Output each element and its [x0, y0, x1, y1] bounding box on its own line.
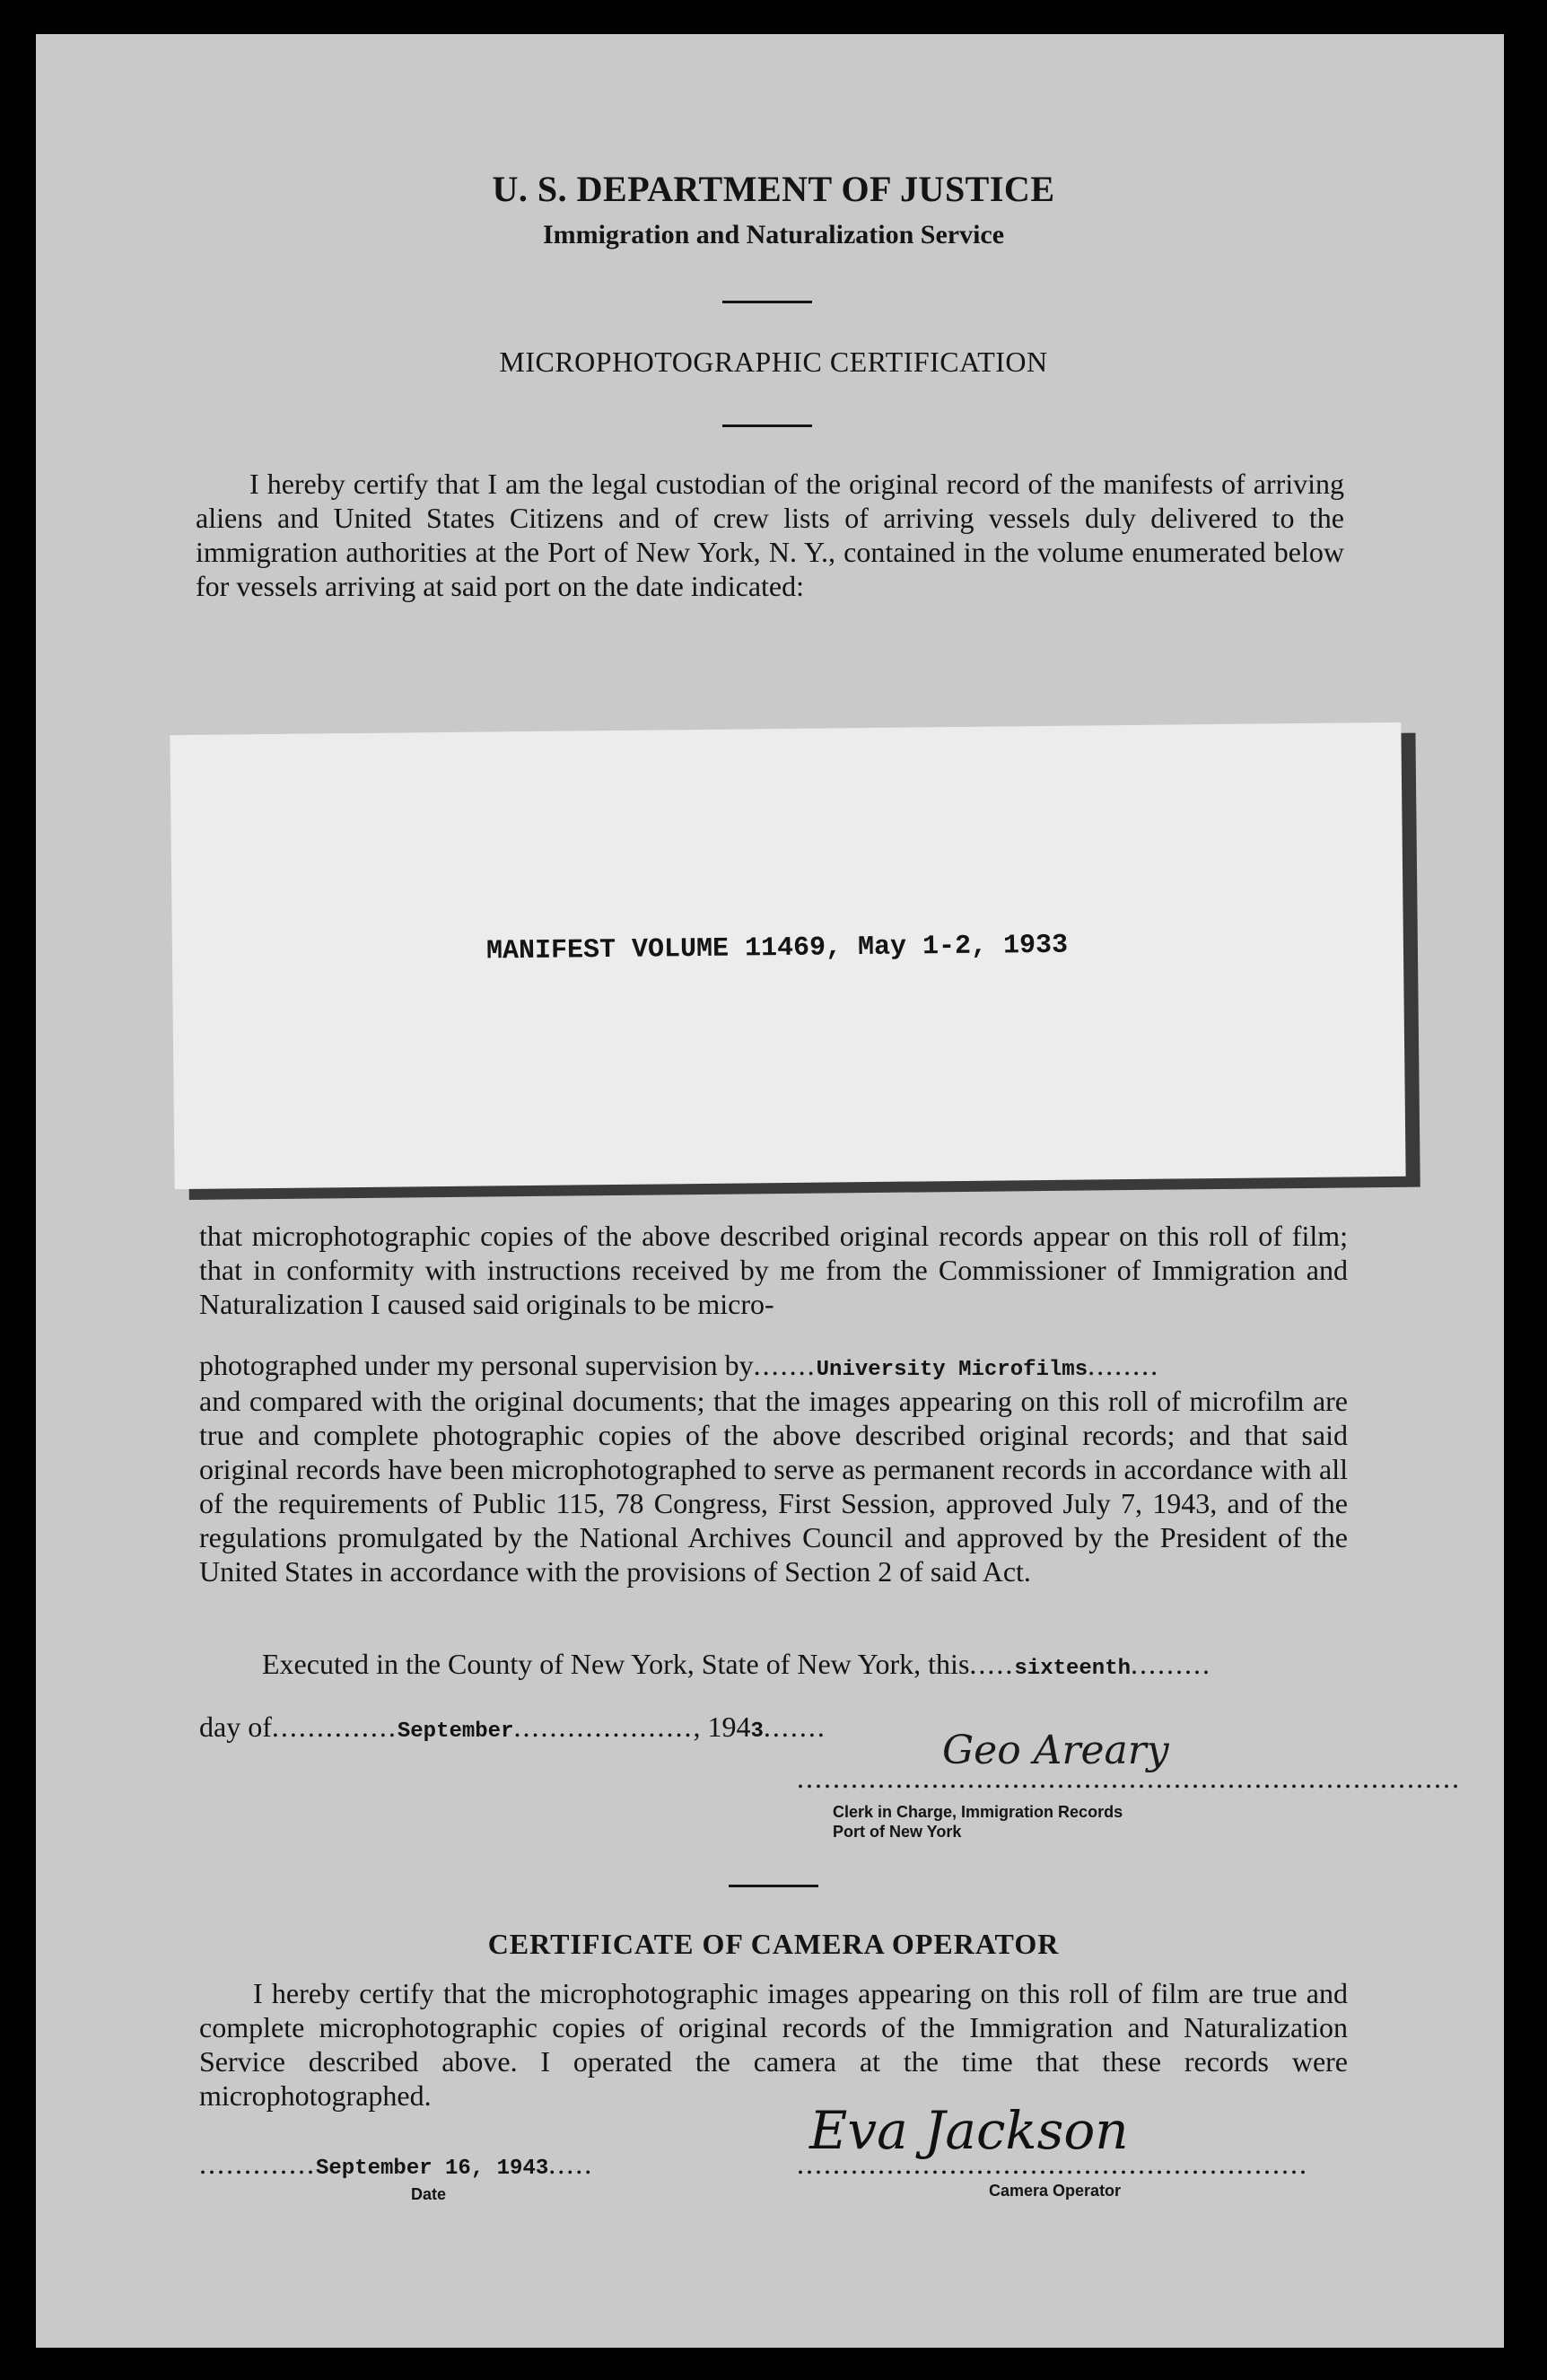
department-title: U. S. DEPARTMENT OF JUSTICE	[492, 169, 1055, 209]
body-paragraph-2: and compared with the original documents; that the images appearing on this roll of microfilm are true and complete photographic copies of the above described original records; and that said original records have been microphotographed to serve as permanent records in accordance with all of the requirements of Public 115, 78 Congress, First Session, approved July 7, 1943, and of the regulations promulgated by the National Archives Council and approved by the President of the United States in accordance with the provisions of Section 2 of said Act.	[199, 1385, 1348, 1588]
dotted-leader: .......	[753, 1349, 817, 1381]
photographed-by-prefix: photographed under my personal supervision by	[199, 1349, 754, 1381]
operator-label: Camera Operator	[989, 2182, 1122, 2200]
camera-cert-paragraph: I hereby certify that the microphotographic images appearing on this roll of film are true and complete microphotographic copies of original records of the Immigration and Naturalization Service described above. I operated the camera at the time that these records were microphotographed.	[199, 1977, 1348, 2112]
month-value: September	[397, 1719, 514, 1744]
dotted-leader: .....	[548, 2148, 594, 2180]
service-subtitle: Immigration and Naturalization Service	[542, 220, 1005, 249]
dotted-leader: .......	[763, 1711, 826, 1743]
dotted-leader: ..............	[271, 1711, 398, 1743]
executed-line	[262, 1647, 1357, 1686]
dotted-leader: .....	[969, 1648, 1015, 1680]
dotted-leader: .............	[199, 2148, 316, 2180]
clerk-signature: Geo Areary	[942, 1728, 1169, 1773]
clerk-title-line1: Clerk in Charge, Immigration Records	[833, 1803, 1123, 1821]
section-title: MICROPHOTOGRAPHIC CERTIFICATION	[499, 346, 1048, 378]
date-line	[199, 2147, 702, 2186]
camera-section-divider	[729, 1885, 818, 1887]
photographed-by-line	[199, 1348, 1348, 1387]
camera-cert-title: CERTIFICATE OF CAMERA OPERATOR	[487, 1928, 1060, 1960]
year-prefix: , 194	[693, 1711, 751, 1743]
executed-prefix: Executed in the County of New York, State of New York, this	[262, 1648, 970, 1680]
header-divider	[722, 301, 812, 303]
day-of-label: day of	[199, 1711, 272, 1743]
manifest-volume-text: MANIFEST VOLUME 11469, May 1-2, 1933	[485, 930, 1069, 967]
clerk-title-line2: Port of New York	[833, 1823, 962, 1841]
year-digit: 3	[750, 1719, 764, 1744]
body-paragraph-1: that microphotographic copies of the above described original records appear on this roll of film; that in conformity with instructions received by me from the Commissioner of Immigration and Naturalization I caused said originals to be micro-	[199, 1220, 1348, 1320]
photographed-by-value: University Microfilms	[816, 1358, 1088, 1382]
dotted-leader: .........	[1131, 1648, 1212, 1680]
clerk-title	[833, 1802, 1123, 1842]
intro-paragraph: I hereby certify that I am the legal custodian of the original record of the manifests of arriving aliens and United States Citizens and of crew lists of arriving vessels duly delivered to the immigration authorities at the Port of New York, N. Y., contained in the volume enumerated below for vessels arriving at said port on the date indicated:	[196, 468, 1344, 602]
operator-signature: Eva Jackson	[809, 2100, 1129, 2161]
clerk-signature-line: ..........................................................................	[797, 1762, 1461, 1794]
dotted-leader: ....................	[513, 1711, 694, 1743]
date-value: September 16, 1943	[316, 2157, 549, 2181]
dotted-leader: ........	[1088, 1349, 1160, 1381]
section-divider	[722, 424, 812, 427]
day-of-line	[199, 1710, 917, 1749]
executed-day-value: sixteenth	[1014, 1657, 1132, 1681]
operator-signature-line: .........................................................	[797, 2148, 1308, 2180]
date-label: Date	[411, 2185, 447, 2203]
